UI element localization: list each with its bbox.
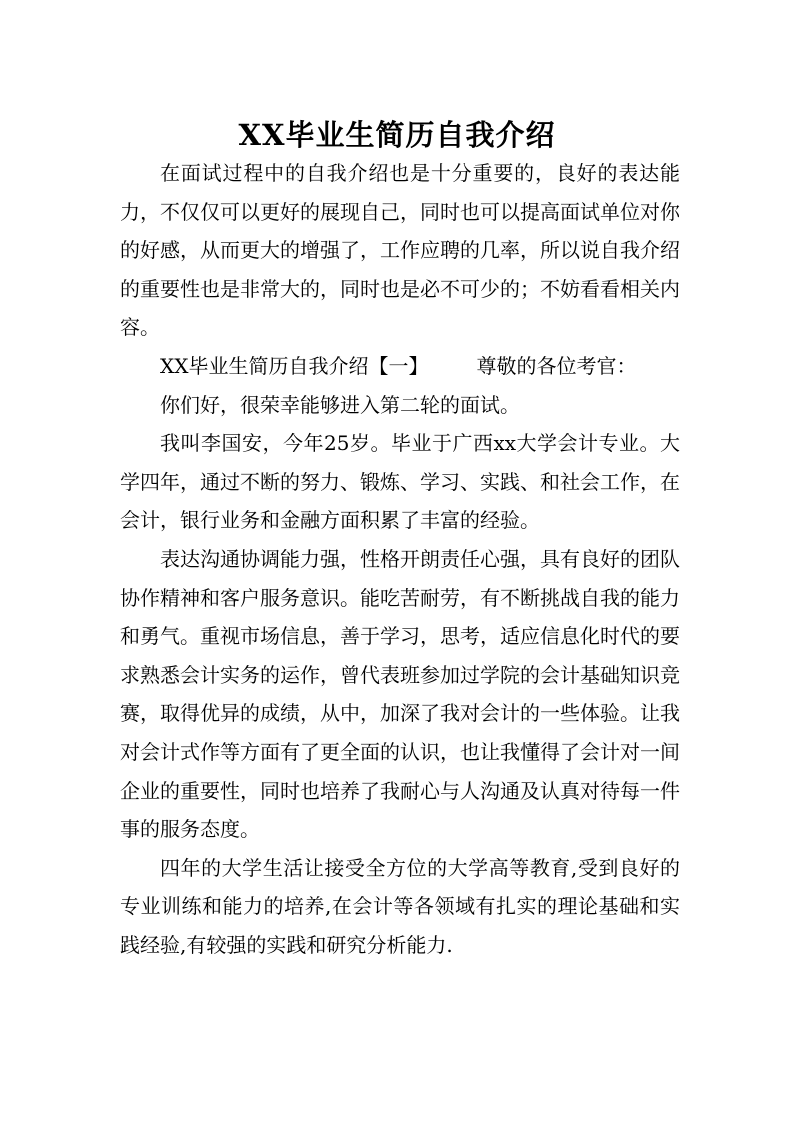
document-body <box>120 154 680 964</box>
paragraph-abilities: 表达沟通协调能力强，性格开朗责任心强，具有良好的团队协作精神和客户服务意识。能吃苦耐劳，有不断挑战自我的能力和勇气。重视市场信息，善于学习，思考，适应信息化时代的要求熟悉会计实务的运作，曾代表班参加过学院的会计基础知识竞赛，取得优异的成绩，从中，加深了我对会计的一些体验。让我对会计式作等方面有了更全面的认识，也让我懂得了会计对一间企业的重要性，同时也培养了我耐心与人沟通及认真对待每一件事的服务态度。 <box>120 546 680 842</box>
section-heading: XX毕业生简历自我介绍【一】 <box>160 353 429 378</box>
salutation: 尊敬的各位考官： <box>476 353 637 378</box>
paragraph-background: 我叫李国安，今年25岁。毕业于广西xx大学会计专业。大学四年，通过不断的努力、锻炼、学习、实践、和社会工作，在会计，银行业务和金融方面积累了丰富的经验。 <box>120 431 680 533</box>
document-title: XX毕业生简历自我介绍 <box>238 118 556 153</box>
paragraph-education: 四年的大学生活让接受全方位的大学高等教育,受到良好的专业训练和能力的培养,在会计等各领域有扎实的理论基础和实践经验,有较强的实践和研究分析能力. <box>120 855 680 957</box>
paragraph-greeting: 你们好，很荣幸能够进入第二轮的面试。 <box>160 392 520 417</box>
section-heading-line <box>120 347 680 386</box>
intro-paragraph: 在面试过程中的自我介绍也是十分重要的，良好的表达能力，不仅仅可以更好的展现自己，同时也可以提高面试单位对你的好感，从而更大的增强了，工作应聘的几率，所以说自我介绍的重要性也是非常大的，同时也是必不可少的；不妨看看相关内容。 <box>120 161 680 340</box>
